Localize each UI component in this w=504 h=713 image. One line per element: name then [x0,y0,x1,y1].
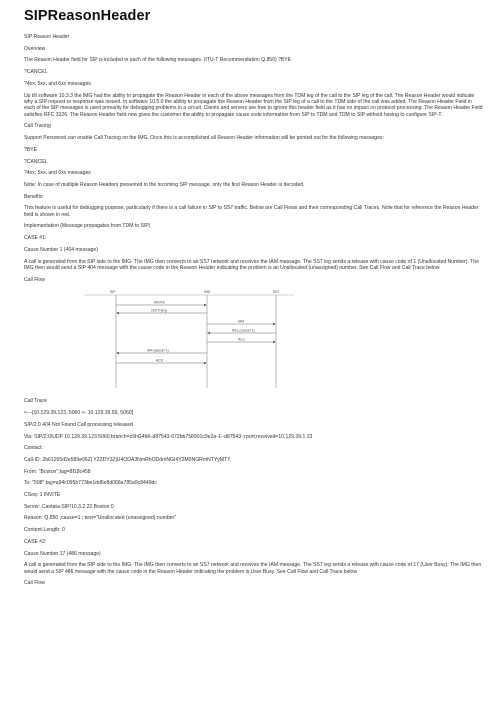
arrowhead [204,362,207,364]
paragraph: Reason: Q.850 ;cause=1 ; text="Unallocated (unassigned) number" [24,515,176,522]
paragraph: CASE #1: [24,235,47,242]
paragraph: CSeq: 1 INVITE [24,492,61,499]
paragraph: Cause Number 17 (486 message) [24,550,101,557]
paragraph: Implementation (Message propagates from TDM to SIP) [24,223,151,230]
paragraph: ?4xx, 5xx, and 6xx messages [24,170,91,177]
arrowhead [116,352,119,354]
document-page [24,8,484,592]
message-label-rel: REL (cause=1) [232,328,255,333]
column-label-sip: SIP [110,290,116,295]
paragraph: This feature is useful for debugging purpose, particularly if there is a call failure in SIP to SS7 traffic. Below are Call Flows and their corresponding Call Traces. Note that for reference the Reason Header field is shown in red. [24,205,479,218]
paragraph: SIP Reason Header [24,34,70,40]
paragraph: CASE #2: [24,538,47,545]
message-label-iam: IAM [238,319,245,324]
message-label-404: 404 (cause=1) [147,348,169,353]
top-section [24,34,484,283]
paragraph: ?CANCEL [24,158,48,165]
paragraph: Support Personnel can enable Call Tracing on the IMG. Once this is accomplished all Reason Header information will be printed out for the following messages: [24,135,384,142]
paragraph: Call-ID: 2b61265d2e589e06Zj Y2ZDY3ZjU4ODA3NmRhODdmNGI4Y2M0NGRmNTYyMTY. [24,456,232,463]
paragraph: Note: In case of multiple Reason Headers presented in the incoming SIP message, only the first Reason Header is decoded. [24,181,305,188]
paragraph: Overview [24,45,46,52]
paragraph: Call Tracing [24,123,51,130]
arrowhead [207,332,210,334]
message-label-invite: INVITE [154,300,165,305]
paragraph: Cause Number 1 (404 message) [24,246,98,253]
message-label-rlc: RLC [238,337,245,342]
paragraph: Call Flow [24,580,45,587]
paragraph: Up till software 10.3.3 the IMG had the ability to propagate the Reason Header in each of the above messages from the TDM leg of the call to the SIP leg of the call. The Reason Header would indicate why a SIP request or response was issued. In software 10.5.0 the ability to propagate the Reason Header from the SIP leg of a call to the TDM side of the call was added. The Reason Header Field in each of the SIP messages is used primarily for debugging problems in a circuit. Clients and servers are free to ignore this header field as it has no impact on protocol processing. The Reason Header Field satisfies RFC 3326. The Reason Header field now gives the customer the ability to propagate cause code information from SIP to TDM and TDM to SIP without having to configure SIP-T. [24,92,483,118]
message-label-ack: ACK [156,358,163,363]
paragraph: A call is generated from the SIP side to the IMG. The IMG then converts to an SS7 network and receives the IAM message. The SS7 leg sends a release with cause code of 17 (User Busy). The IMG then would send a SIP 486 message with the cause code in the Reason Header indicating the problem is User Busy. See Call Flow and Call Trace below [24,562,482,575]
call-flow-diagram [24,288,484,390]
paragraph: A call is generated from the SIP side to the IMG. The IMG then converts to an SS7 network and receives the IAM message. The SS7 leg sends a release with cause code of 1 (Unallocated Number). The IMG then would send a SIP 404 message with the cause code in the Reason Header indicating the problem is an Unallocated (unassigned) number. See Call Flow and Call Trace below [24,258,479,271]
paragraph: ?4xx, 5xx, and 6xx messages [24,80,91,87]
bottom-section [24,398,484,586]
message-label-trying: 100 Trying [151,308,167,313]
arrowhead [116,312,119,314]
call-flow-svg [24,288,484,390]
paragraph: Benefits: [24,193,44,200]
paragraph: Server: Cantata-SIP/10.3.2.22 Boston 0 [24,503,114,510]
paragraph: ?BYE [24,146,38,153]
paragraph: <---[10.129.39.123, 5060 <- 10.129.39.59, 5060] [24,410,134,417]
column-label-img: IMG [204,290,211,295]
paragraph: Via: SIP/2.0/UDP 10.129.39.123:5060;branch=z9hG4bK-d87543-672bb758901c9e2a-1--d87543-;rport;received=10.129.39.1 23 [24,433,313,440]
page-title: SIPReasonHeader [24,8,151,24]
paragraph: From: "Boston";tag=8f18c458 [24,468,91,475]
paragraph: Content-Length: 0 [24,527,65,534]
arrowhead [273,323,276,325]
paragraph: SIP/2.0 404 Not Found Call processing released [24,421,134,428]
paragraph: ?CANCEL [24,69,48,76]
column-label-ss7: SS7 [273,290,280,295]
arrowhead [273,341,276,343]
paragraph: Call Flow [24,276,45,283]
paragraph: To: "508";tag=a94c095b773be1dd6e8d068a785a9c8449dc [24,480,157,487]
paragraph: Call Trace [24,398,47,405]
paragraph: The Reason Header field for SIP is included in each of the following messages. (ITU-T Recommendation Q.850) ?BYE [24,57,292,64]
arrowhead [204,304,207,306]
paragraph: Contact: [24,445,43,452]
